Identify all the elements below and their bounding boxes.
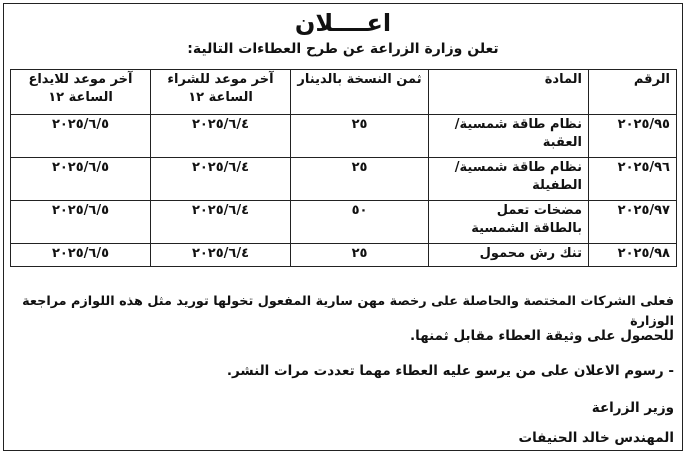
- tender-subject-line2: الطفيلة: [532, 178, 582, 193]
- header-price: ثمن النسخة بالدينار: [291, 70, 429, 115]
- tender-number: ٢٠٢٥/٩٥: [589, 115, 677, 158]
- tender-subject-line1: نظام طاقة شمسية/: [454, 117, 582, 132]
- announcement-subtitle: تعلن وزارة الزراعة عن طرح العطاءات التالية:: [187, 41, 499, 57]
- tender-number: ٢٠٢٥/٩٧: [589, 201, 677, 244]
- tender-purchase-deadline: ٢٠٢٥/٦/٤: [151, 115, 291, 158]
- tender-number: ٢٠٢٥/٩٦: [589, 158, 677, 201]
- header-purchase-deadline: [151, 70, 291, 115]
- tender-subject-line2: العقبة: [542, 135, 582, 150]
- tender-deposit-deadline: ٢٠٢٥/٦/٥: [11, 115, 151, 158]
- header-subject: المادة: [429, 70, 589, 115]
- tender-price: ٢٥: [291, 158, 429, 201]
- tender-subject-line1: تنك رش محمول: [479, 246, 582, 261]
- signature-name: المهندس خالد الحنيفات: [518, 430, 674, 446]
- tender-subject-line1: مضخات تعمل: [496, 203, 582, 218]
- table-header-row: [11, 70, 677, 115]
- table-row: [11, 244, 677, 267]
- header-purchase-deadline-line2: الساعة ١٢: [188, 90, 253, 105]
- tender-purchase-deadline: ٢٠٢٥/٦/٤: [151, 201, 291, 244]
- tender-purchase-deadline: ٢٠٢٥/٦/٤: [151, 158, 291, 201]
- announcement-page: [3, 3, 683, 451]
- table-row: [11, 201, 677, 244]
- signature-position: وزير الزراعة: [591, 400, 674, 416]
- tender-number: ٢٠٢٥/٩٨: [589, 244, 677, 267]
- header-deposit-deadline-line2: الساعة ١٢: [48, 90, 113, 105]
- tender-deposit-deadline: ٢٠٢٥/٦/٥: [11, 158, 151, 201]
- eligibility-note-line2: للحصول على وثيقة العطاء مقابل ثمنها.: [410, 328, 674, 344]
- eligibility-note-line1: فعلى الشركات المختصة والحاصلة على رخصة مهن سارية المفعول تخولها توريد مثل هذه اللوازم مراجعة الوزارة: [22, 294, 674, 329]
- tender-subject-line1: نظام طاقة شمسية/: [454, 160, 582, 175]
- tender-deposit-deadline: ٢٠٢٥/٦/٥: [11, 244, 151, 267]
- tender-subject: [429, 115, 589, 158]
- tender-deposit-deadline: ٢٠٢٥/٦/٥: [11, 201, 151, 244]
- tender-purchase-deadline: ٢٠٢٥/٦/٤: [151, 244, 291, 267]
- fees-note: - رسوم الاعلان على من يرسو عليه العطاء مهما تعددت مرات النشر.: [226, 363, 674, 379]
- header-purchase-deadline-line1: آخر موعد للشراء: [167, 72, 274, 87]
- tenders-table: [10, 69, 677, 267]
- header-deposit-deadline: [11, 70, 151, 115]
- tender-subject-line2: بالطاقة الشمسية: [471, 221, 582, 236]
- header-deposit-deadline-line1: آخر موعد للايداع: [28, 72, 133, 87]
- announcement-title: اعــــلان: [294, 9, 392, 37]
- tender-price: ٥٠: [291, 201, 429, 244]
- tender-price: ٢٥: [291, 115, 429, 158]
- table-row: [11, 115, 677, 158]
- tender-subject: [429, 201, 589, 244]
- tender-subject: [429, 158, 589, 201]
- tender-price: ٢٥: [291, 244, 429, 267]
- header-number: الرقم: [589, 70, 677, 115]
- tender-subject: [429, 244, 589, 267]
- table-row: [11, 158, 677, 201]
